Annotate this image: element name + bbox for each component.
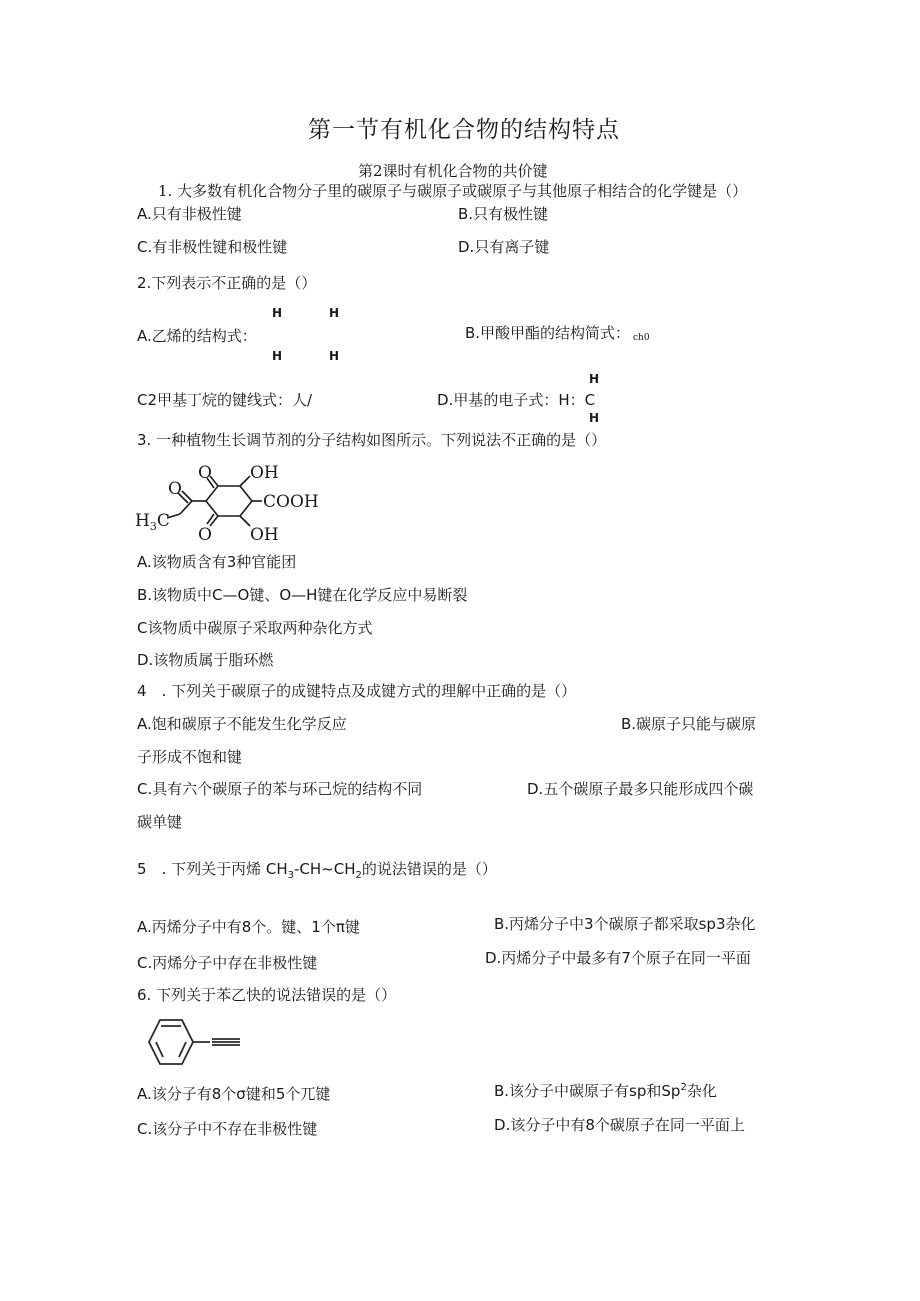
ring-keto-o-top: O	[198, 463, 212, 483]
q5-option-a: A.丙烯分子中有8个。键、1个π键	[137, 918, 360, 936]
ring-keto-o-bottom: O	[198, 525, 212, 545]
ethene-h2: H	[329, 306, 340, 320]
q5-option-c: C.丙烯分子中存在非极性键	[137, 954, 318, 972]
side-chain-keto-o: O	[168, 479, 182, 499]
page-subtitle: 第2课时有机化合物的共价键	[358, 162, 548, 180]
q4-option-c: C.具有六个碳原子的苯与环己烷的结构不同	[137, 780, 423, 798]
ethene-h3: H	[272, 349, 283, 363]
q3-option-b: B.该物质中C—O键、O—H键在化学反应中易断裂	[137, 586, 468, 604]
q5-option-d: D.丙烯分子中最多有7个原子在同一平面	[485, 949, 751, 967]
q6-option-a: A.该分子有8个σ键和5个兀键	[137, 1085, 331, 1103]
q1-option-c: C.有非极性键和极性键	[137, 238, 288, 256]
q1-option-b: B.只有极性键	[458, 205, 549, 223]
q3-option-c: C该物质中碳原子采取两种杂化方式	[137, 619, 373, 637]
q6-phenylacetylene-structure	[140, 1015, 250, 1075]
q4-stem: 4 . 下列关于碳原子的成键特点及成键方式的理解中正确的是（）	[137, 682, 577, 700]
q2-option-c: C2甲基丁烷的键线式：人/	[137, 391, 313, 409]
ethene-h4: H	[329, 349, 340, 363]
q4-option-b: B.碳原子只能与碳原	[621, 715, 757, 733]
q5-option-b: B.丙烯分子中3个碳原子都采取sp3杂化	[494, 915, 756, 933]
q4-option-d-continued: 碳单键	[137, 813, 183, 831]
hydroxyl-top: OH	[250, 463, 279, 483]
q2-option-d: D.甲基的电子式：H：C	[437, 391, 596, 409]
q3-option-d: D.该物质属于脂环燃	[137, 651, 274, 669]
q6-option-b: B.该分子中碳原子有sp和Sp$^2$杂化	[494, 1082, 717, 1100]
q2-option-b: B.甲酸甲酯的结构简式：	[465, 324, 631, 342]
q4-option-a: A.饱和碳原子不能发生化学反应	[137, 715, 347, 733]
hydroxyl-bottom: OH	[250, 525, 279, 545]
methyl-h-bottom: H	[589, 411, 600, 425]
q2-stem: 2.下列表示不正确的是（）	[137, 274, 317, 292]
q3-option-a: A.该物质含有3种官能团	[137, 553, 297, 571]
q1-stem: 1. 大多数有机化合物分子里的碳原子与碳原子或碳原子与其他原子相结合的化学键是（）	[158, 182, 748, 200]
q6-option-d: D.该分子中有8个碳原子在同一平面上	[494, 1116, 745, 1134]
q2-option-a: A.乙烯的结构式：	[137, 327, 257, 345]
q6-option-c: C.该分子中不存在非极性键	[137, 1120, 318, 1138]
q1-option-a: A.只有非极性键	[137, 205, 242, 223]
q1-option-d: D.只有离子键	[458, 238, 550, 256]
q2-option-b-formula: ch0	[633, 333, 650, 343]
q3-molecule-structure	[132, 456, 322, 546]
q4-option-d: D.五个碳原子最多只能形成四个碳	[527, 780, 754, 798]
q6-stem: 6. 下列关于苯乙快的说法错误的是（）	[137, 986, 397, 1004]
ethene-h1: H	[272, 306, 283, 320]
q5-stem: 5 . 下列关于丙烯 $CH_3-CH\sim CH_2$的说法错误的是（）	[137, 860, 497, 881]
q4-option-b-continued: 子形成不饱和键	[137, 748, 243, 766]
q3-stem: 3. 一种植物生长调节剂的分子结构如图所示。下列说法不正确的是（）	[137, 431, 607, 449]
methyl-group: $H_3C$	[135, 511, 170, 533]
carboxyl-group: COOH	[263, 492, 319, 512]
methyl-h-top: H	[589, 372, 600, 386]
page-title: 第一节有机化合物的结构特点	[308, 117, 620, 143]
